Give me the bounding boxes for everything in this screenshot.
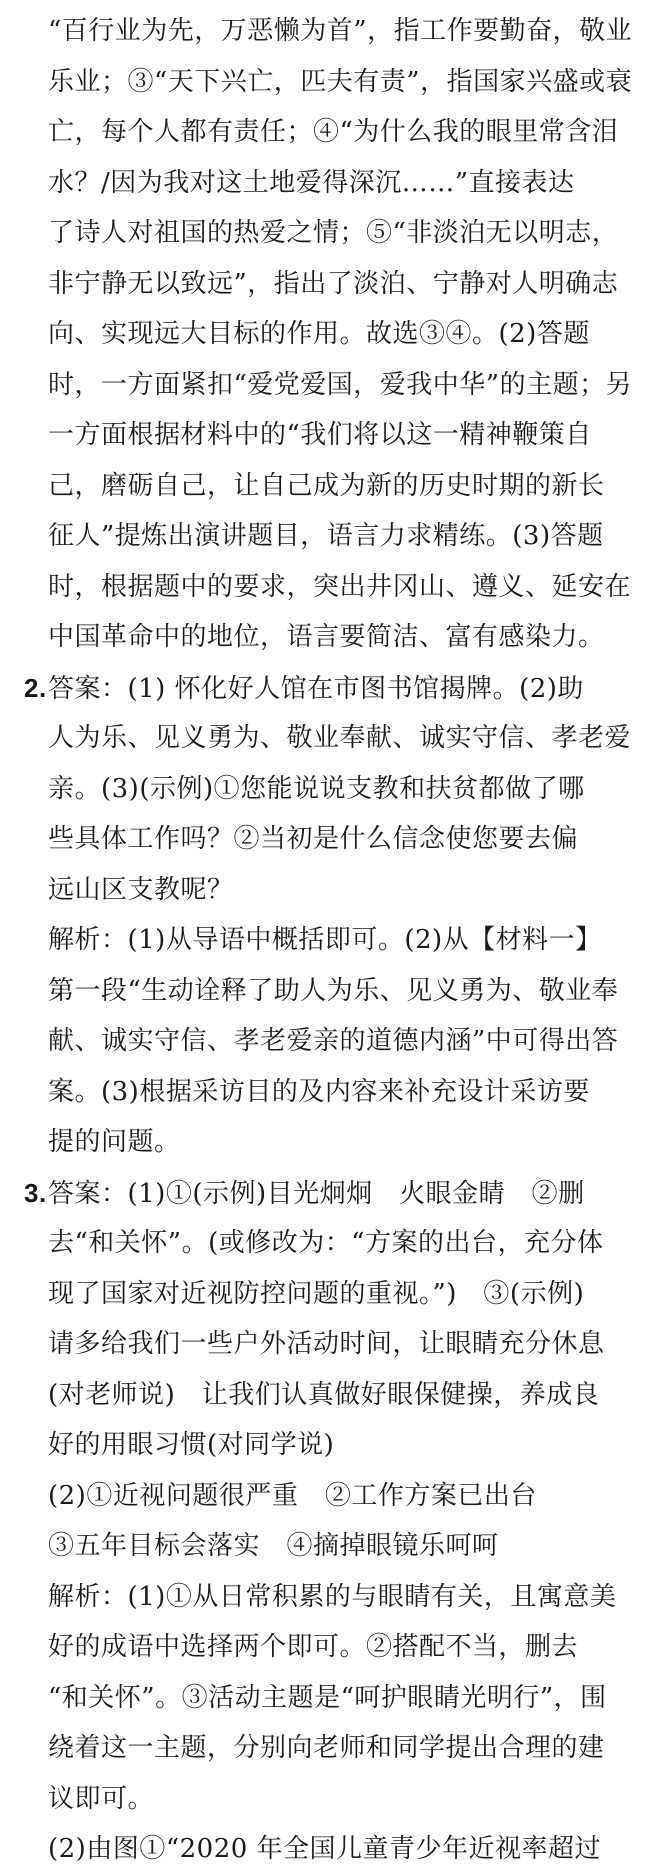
- text-line-28: (对老师说) 让我们认真做好眼保健操，养成良: [48, 1379, 600, 1410]
- text-line-22: 案。(3)根据采访目的及内容来补充设计采访要: [48, 1076, 590, 1107]
- text-line-27: 请多给我们一些户外活动时间，让眼睛充分休息: [48, 1329, 605, 1359]
- text-line-11: 征人”提炼出演讲题目，语言力求精练。(3)答题: [48, 521, 604, 551]
- text-line-18: 远山区支教呢？: [48, 874, 234, 905]
- text-line-34: “和关怀”。③活动主题是“呵护眼睛光明行”，围: [48, 1682, 607, 1713]
- text-line-4: 水？/因为我对这土地爱得深沉……”直接表达: [48, 167, 575, 198]
- text-line-35: 绕着这一主题，分别向老师和同学提出合理的建: [48, 1733, 605, 1763]
- text-line-20: 第一段“生动诠释了助人为乐、见义勇为、敬业奉: [48, 975, 619, 1006]
- question-number-2: 2.: [24, 672, 47, 703]
- text-line-6: 非宁静无以致远”，指出了淡泊、宁静对人明确志: [48, 268, 619, 299]
- text-line-9: 一方面根据材料中的“我们将以这一精神鞭策自: [48, 420, 592, 450]
- text-line-14: 答案：(1) 怀化好人馆在市图书馆揭牌。(2)助: [48, 673, 584, 704]
- text-line-10: 己，磨砺自己，让自己成为新的历史时期的新长: [48, 470, 605, 501]
- text-line-37: (2)由图①“2020 年全国儿童青少年近视率超过: [48, 1834, 602, 1864]
- text-line-25: 去“和关怀”。(或修改为：“方案的出台，充分体: [48, 1228, 604, 1258]
- text-line-24: 答案：(1)①(示例)目光炯炯 火眼金睛 ②删: [48, 1178, 585, 1209]
- text-line-8: 时，一方面紧扣“爱党爱国，爱我中华”的主题；另: [48, 369, 633, 400]
- text-line-23: 提的问题。: [48, 1127, 181, 1157]
- question-number-3: 3.: [24, 1177, 47, 1208]
- text-line-16: 亲。(3)(示例)①您能说说支教和扶贫都做了哪: [48, 773, 585, 804]
- question-2-answer-line: [24, 663, 645, 714]
- text-line-30: (2)①近视问题很严重 ②工作方案已出台: [48, 1480, 537, 1511]
- text-line-19: 解析：(1)从导语中概括即可。(2)从【材料一】: [48, 925, 602, 955]
- question-3-answer-line: [24, 1168, 645, 1219]
- text-line-36: 议即可。: [48, 1783, 155, 1814]
- text-line-1: “百行业为先，万恶懒为首”，指工作要勤奋，敬业: [48, 16, 633, 46]
- text-line-13: 中国革命中的地位，语言要简洁、富有感染力。: [48, 622, 605, 652]
- text-line-7: 向、实现远大目标的作用。故选③④。(2)答题: [48, 319, 590, 349]
- text-line-32: 解析：(1)①从日常积累的与眼睛有关，且寓意美: [48, 1581, 617, 1612]
- text-line-33: 好的成语中选择两个即可。②搭配不当，删去: [48, 1632, 579, 1662]
- text-line-3: 亡，每个人都有责任；④“为什么我的眼里常含泪: [48, 117, 619, 147]
- text-line-26: 现了国家对近视防控问题的重视。”) ③(示例): [48, 1278, 585, 1309]
- text-line-15: 人为乐、见义勇为、敬业奉献、诚实守信、孝老爱: [48, 723, 632, 753]
- text-line-17: 些具体工作吗？②当初是什么信念使您要去偏: [48, 824, 579, 854]
- text-line-21: 献、诚实守信、孝老爱亲的道德内涵”中可得出答: [48, 1026, 619, 1056]
- text-line-5: 了诗人对祖国的热爱之情；⑤“非淡泊无以明志，: [48, 218, 619, 248]
- text-line-31: ③五年目标会落实 ④摘掉眼镜乐呵呵: [48, 1531, 499, 1561]
- text-line-2: 乐业；③“天下兴亡，匹夫有责”，指国家兴盛或衰: [48, 66, 633, 97]
- text-line-29: 好的用眼习惯(对同学说): [48, 1430, 335, 1460]
- text-line-12: 时，根据题中的要求，突出井冈山、遵义、延安在: [48, 571, 632, 602]
